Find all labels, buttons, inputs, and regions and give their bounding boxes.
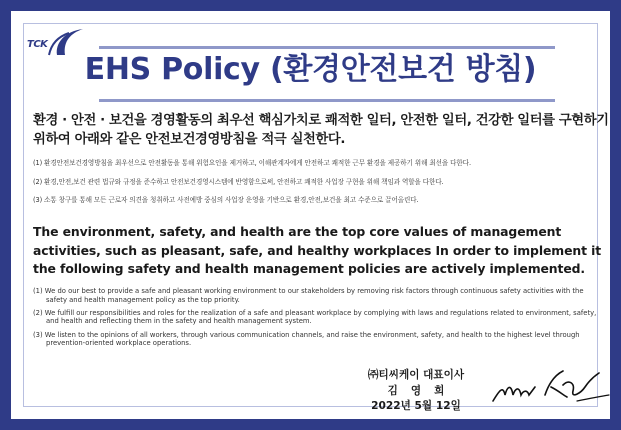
english-policy-item: (3) We listen to the opinions of all workers, through various communication channels, and raise the environment, safety, and health to the highest level through prevention-oriented workplace operations. bbox=[33, 330, 580, 348]
english-intro: The environment, safety, and health are the top core values of management activities, such as pleasant, safe, and healthy workplaces In order to implement it the following safety and health management policies are actively implemented. bbox=[33, 224, 602, 276]
signoff-block bbox=[351, 368, 481, 415]
handwritten-signature bbox=[489, 365, 613, 409]
company-role: ㈜티씨케이 대표이사 bbox=[367, 369, 465, 381]
english-policy-list bbox=[33, 287, 603, 352]
sign-date: 2022년 5월 12일 bbox=[371, 400, 461, 412]
title-rule-bottom bbox=[99, 99, 555, 102]
signer-name: 김영희 bbox=[387, 384, 458, 397]
english-policy-item: (2) We fulfill our responsibilities and roles for the realization of a safe and pleasant workplace by complying with laws and regulations related to environment, safety, and health and reflecting them in the safety and health management system. bbox=[33, 308, 597, 326]
korean-policy-item: (2) 환경,안전,보건 관련 법규와 규정을 준수하고 안전보건경영시스템에 반영함으로써, 안전하고 쾌적한 사업장 구현을 위해 책임과 역할을 다한다. bbox=[33, 177, 444, 186]
korean-policy-item: (3) 소통 창구를 통해 모든 근로자 의견을 청취하고 사전예방 중심의 사업장 운영을 기반으로 환경,안전,보건을 최고 수준으로 끌어올린다. bbox=[33, 196, 419, 204]
title-rule-top bbox=[99, 46, 555, 49]
logo-text: TCK bbox=[27, 39, 48, 50]
korean-policy-list bbox=[33, 159, 617, 215]
korean-intro: 환경 · 안전 · 보건을 경영활동의 최우선 핵심가치로 쾌적한 일터, 안전한 일터, 건강한 일터를 구현하기 위하여 아래와 같은 안전보건경영방침을 적극 실천한다. bbox=[33, 113, 609, 147]
korean-policy-item: (1) 환경안전보건경영방침을 최우선으로 안전활동을 통해 위험요인을 제거하고, 이해관계자에게 안전하고 쾌적한 근무 환경을 제공하기 위해 최선을 다한다. bbox=[33, 159, 471, 167]
page-title: EHS Policy (환경안전보건 방침) bbox=[84, 52, 537, 87]
english-policy-item: (1) We do our best to provide a safe and pleasant working environment to our stakeholders by removing risk factors through continuous safety activities with the safety and health management policy as the top priority. bbox=[33, 287, 584, 304]
